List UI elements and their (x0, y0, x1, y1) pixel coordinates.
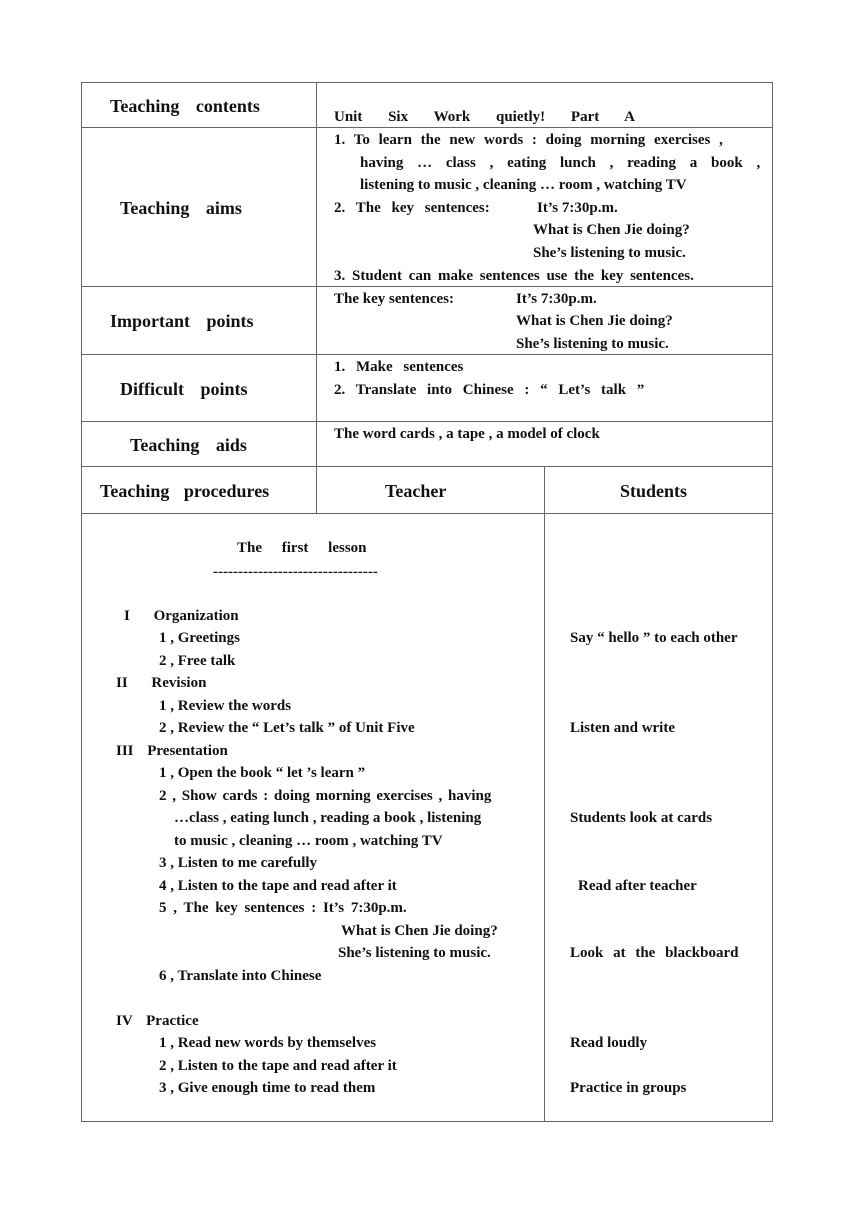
important-line: The key sentences: (334, 291, 454, 307)
column-divider (316, 82, 317, 514)
aims-line: 2. The key sentences: (334, 200, 490, 216)
lesson-title: The first lesson (237, 540, 367, 556)
table-border-left (81, 82, 82, 1122)
section-heading: I Organization (124, 608, 239, 624)
teacher-step: 3 , Give enough time to read them (159, 1080, 376, 1096)
teaching-contents-value: Unit Six Work quietly! Part A (334, 109, 635, 125)
aims-line: listening to music , cleaning … room , watching TV (360, 177, 687, 193)
important-points-label: Important points (110, 311, 254, 331)
teacher-step: 4 , Listen to the tape and read after it (159, 878, 397, 894)
student-activity: Read after teacher (578, 878, 697, 894)
table-border-top (81, 82, 773, 83)
student-activity: Listen and write (570, 720, 675, 736)
teacher-step: 1 , Read new words by themselves (159, 1035, 377, 1051)
difficult-points-label: Difficult points (120, 379, 248, 399)
teacher-step-continuation: What is Chen Jie doing? (341, 923, 498, 939)
student-activity: Say “ hello ” to each other (570, 630, 738, 646)
teacher-step: 1 , Greetings (159, 630, 240, 646)
teacher-step: 2 , Show cards : doing morning exercises , having (159, 788, 492, 804)
teacher-step: 2 , Review the “ Let’s talk ” of Unit Five (159, 720, 415, 736)
teaching-aids-label: Teaching aids (130, 435, 247, 455)
students-column-header: Students (620, 481, 688, 501)
teacher-step: 2 , Free talk (159, 653, 236, 669)
important-line: It’s 7:30p.m. (516, 291, 597, 307)
aims-line: She’s listening to music. (533, 245, 686, 261)
section-heading: IV Practice (116, 1013, 199, 1029)
student-activity: Students look at cards (570, 810, 713, 826)
row-divider (81, 127, 773, 128)
teaching-aids-value: The word cards , a tape , a model of clock (334, 426, 600, 442)
student-activity: Practice in groups (570, 1080, 687, 1096)
teacher-step-continuation: …class , eating lunch , reading a book , listening (174, 810, 482, 826)
teacher-step: 1 , Open the book “ let ’s learn ” (159, 765, 366, 781)
teacher-step: 5 , The key sentences : It’s 7:30p.m. (159, 900, 407, 916)
aims-line: What is Chen Jie doing? (533, 222, 690, 238)
teacher-step: 3 , Listen to me carefully (159, 855, 318, 871)
procedures-header-label: Teaching procedures (100, 481, 270, 501)
lesson-title-divider: --------------------------------- (213, 564, 378, 580)
row-divider (81, 286, 773, 287)
difficult-line: 1. Make sentences (334, 359, 464, 375)
student-activity: Read loudly (570, 1035, 648, 1051)
important-line: She’s listening to music. (516, 336, 669, 352)
section-heading: II Revision (116, 675, 207, 691)
aims-line: having … class , eating lunch , reading a book , (360, 155, 761, 171)
teacher-step-continuation: to music , cleaning … room , watching TV (174, 833, 443, 849)
teacher-step: 1 , Review the words (159, 698, 292, 714)
section-heading: III Presentation (116, 743, 228, 759)
aims-line: 3. Student can make sentences use the key sentences. (334, 268, 694, 284)
teaching-aims-label: Teaching aims (120, 198, 242, 218)
table-border-right (772, 82, 773, 1122)
student-activity: Look at the blackboard (570, 945, 739, 961)
row-divider (81, 421, 773, 422)
row-divider (81, 466, 773, 467)
aims-line: It’s 7:30p.m. (537, 200, 618, 216)
teacher-column-header: Teacher (385, 481, 447, 501)
teacher-step: 6 , Translate into Chinese (159, 968, 322, 984)
column-divider (544, 466, 545, 1122)
teacher-step: 2 , Listen to the tape and read after it (159, 1058, 397, 1074)
table-border-bottom (81, 1121, 773, 1122)
teaching-contents-label: Teaching contents (110, 96, 260, 116)
teacher-step-continuation: She’s listening to music. (338, 945, 491, 961)
row-divider (81, 354, 773, 355)
difficult-line: 2. Translate into Chinese : “ Let’s talk ” (334, 382, 645, 398)
important-line: What is Chen Jie doing? (516, 313, 673, 329)
row-divider (81, 513, 773, 514)
aims-line: 1. To learn the new words : doing morning exercises , (334, 132, 723, 148)
